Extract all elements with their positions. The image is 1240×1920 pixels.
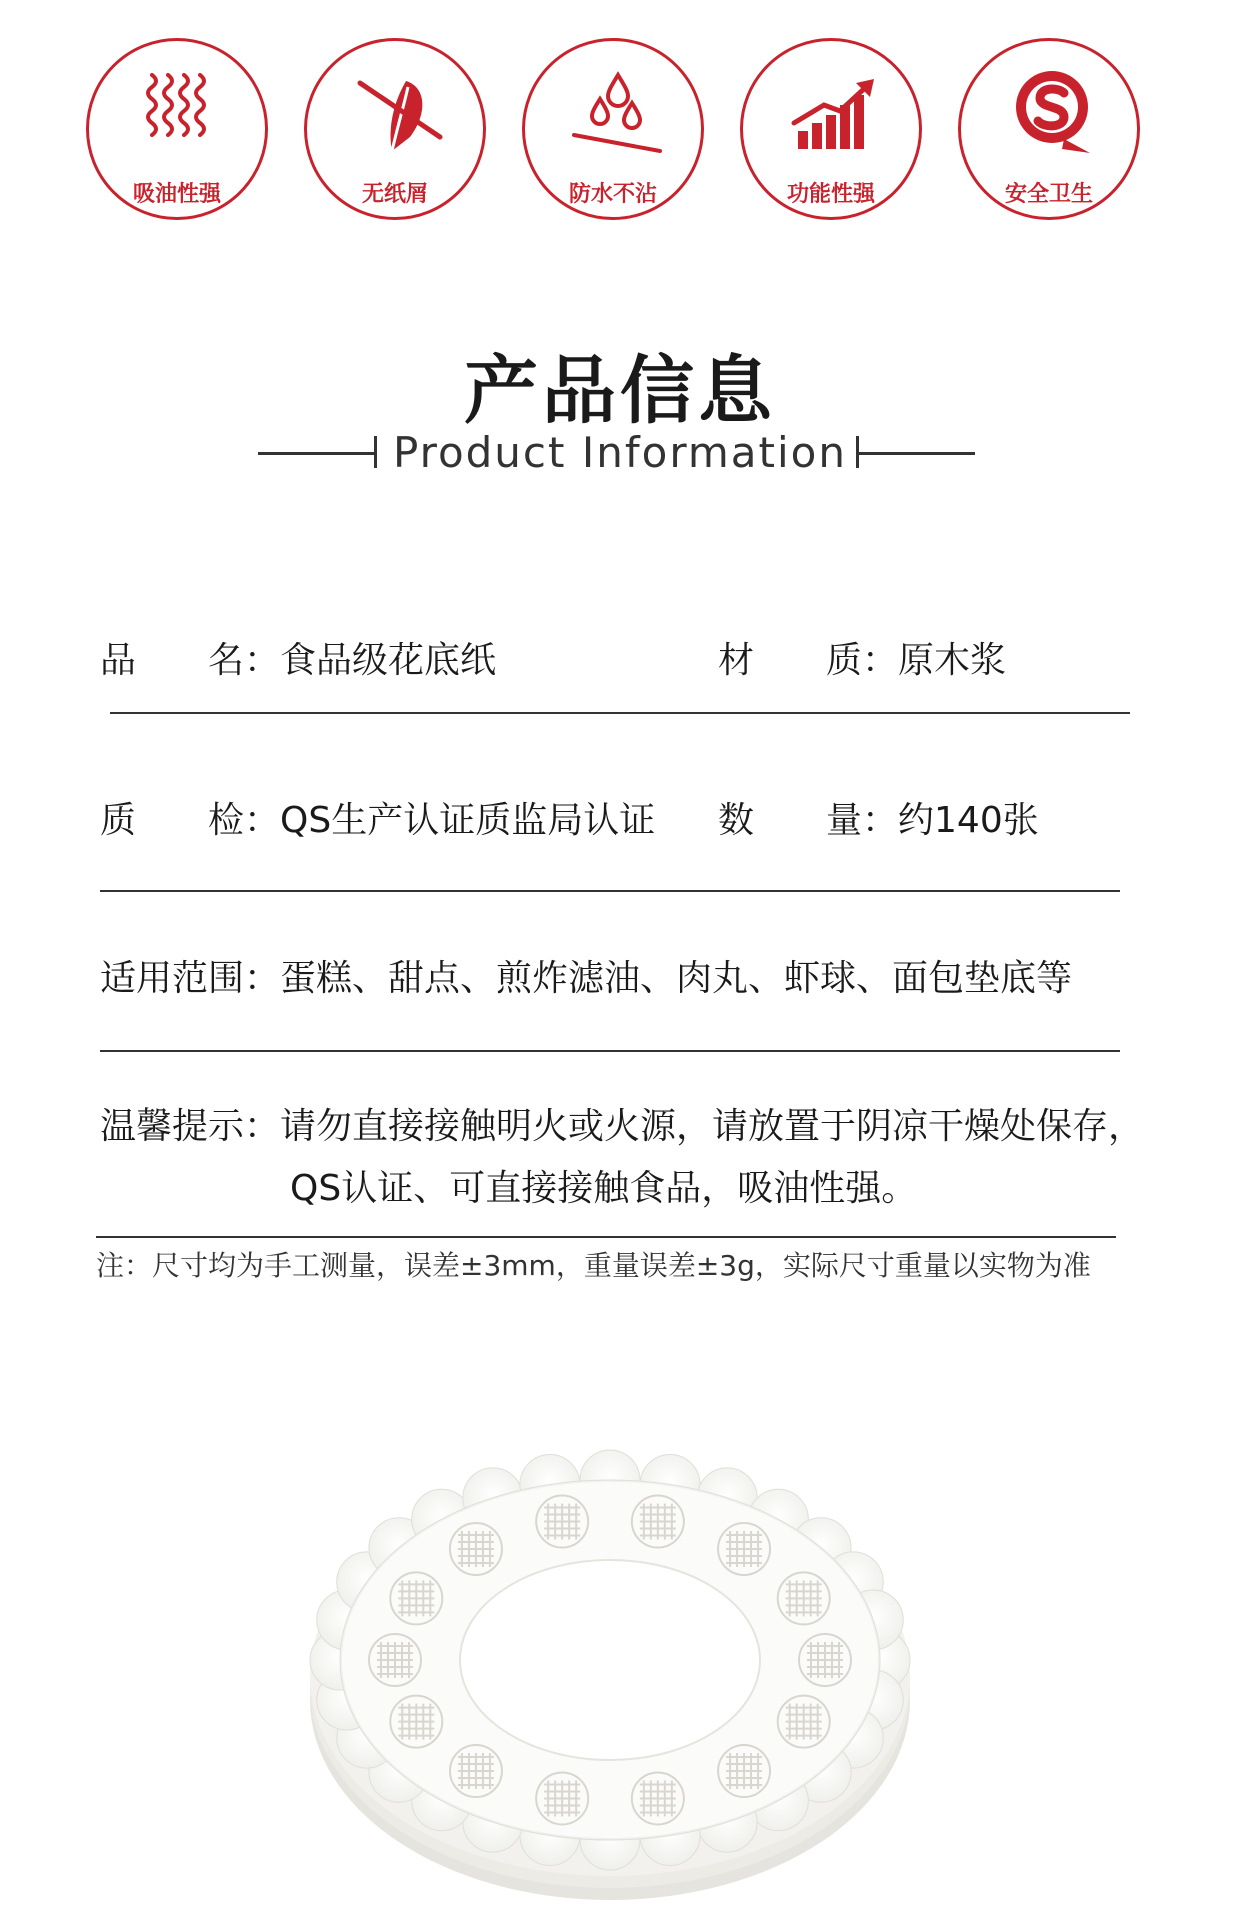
spec-value: 约140张 (898, 800, 1039, 841)
spec-row-quantity (718, 792, 1039, 843)
subtitle-right-line (859, 452, 975, 455)
spec-value: QS生产认证质监局认证 (280, 800, 656, 841)
spec-label: 适用范围： (100, 958, 281, 999)
feature-safe-hygienic (958, 38, 1140, 220)
section-title: 产品信息 (464, 348, 776, 434)
feature-waterproof (522, 38, 704, 220)
bar-chart-arrow-icon (784, 65, 884, 165)
feature-oil-absorbent (86, 38, 268, 220)
spec-row-name (100, 632, 496, 683)
paper-doily-image (260, 1370, 960, 1910)
divider (96, 1236, 1116, 1238)
spec-value: QS认证、可直接接触食品，吸油性强。 (290, 1168, 918, 1209)
feature-label: 无纸屑 (361, 182, 428, 207)
measurement-note: 注：尺寸均为手工测量，误差±3mm，重量误差±3g，实际尺寸重量以实物为准 (96, 1249, 1091, 1282)
water-drops-icon (566, 65, 666, 165)
spec-value: 原木浆 (898, 640, 1007, 681)
spec-row-tips-line2 (290, 1160, 917, 1211)
feature-functional (740, 38, 922, 220)
wavy-lines-icon (130, 65, 230, 165)
qs-certification-icon (1002, 65, 1102, 165)
spec-row-usage (100, 950, 1072, 1001)
spec-label: 温馨提示： (100, 1106, 281, 1147)
spec-label: 数 量： (718, 800, 899, 841)
feature-no-scrap (304, 38, 486, 220)
section-subtitle: Product Information (393, 428, 847, 477)
divider (100, 1050, 1120, 1052)
spec-value: 蛋糕、甜点、煎炸滤油、肉丸、虾球、面包垫底等 (280, 958, 1073, 999)
spec-label: 质 检： (100, 800, 281, 841)
spec-label: 材 质： (718, 640, 899, 681)
feature-icons-row (0, 38, 1240, 228)
spec-row-inspection (100, 792, 655, 843)
divider (110, 712, 1130, 714)
feature-label: 吸油性强 (132, 182, 221, 207)
spec-row-tips (100, 1098, 1144, 1149)
feature-label: 防水不沾 (568, 182, 657, 207)
spec-label: 品 名： (100, 640, 281, 681)
divider (100, 890, 1120, 892)
section-subtitle-block (0, 428, 1240, 478)
no-paper-scrap-icon (348, 65, 448, 165)
feature-label: 安全卫生 (1004, 182, 1093, 207)
spec-value: 食品级花底纸 (280, 640, 497, 681)
feature-label: 功能性强 (786, 182, 875, 207)
spec-row-material (718, 632, 1006, 683)
spec-value: 请勿直接接触明火或火源，请放置于阴凉干燥处保存， (280, 1106, 1145, 1147)
